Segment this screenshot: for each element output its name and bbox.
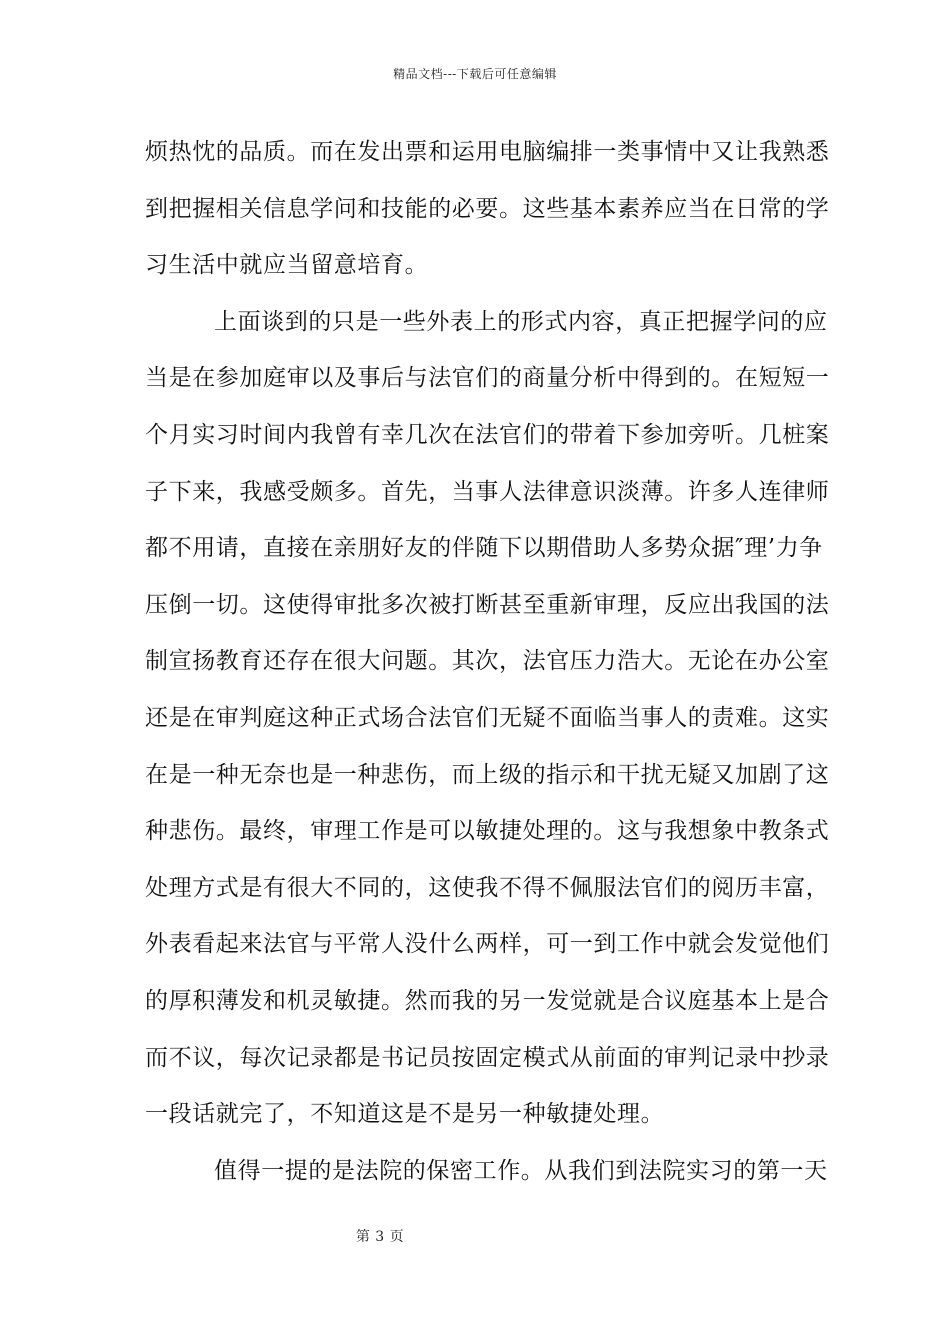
text-line: 而不议，每次记录都是书记员按固定模式从前面的审判记录中抄录 (145, 1044, 830, 1071)
paragraph-start-line: 值得一提的是法院的保密工作。从我们到法院实习的第一天 (214, 1157, 828, 1184)
text-line: 处理方式是有很大不同的，这使我不得不佩服法官们的阅历丰富， (145, 874, 830, 901)
text-line: 在是一种无奈也是一种悲伤，而上级的指示和干扰无疑又加剧了这 (145, 761, 830, 788)
text-line: 一段话就完了，不知道这是不是另一种敏捷处理。 (145, 1101, 665, 1128)
text-line: 烦热忱的品质。而在发出票和运用电脑编排一类事情中又让我熟悉 (145, 139, 830, 165)
paragraph-start-line: 上面谈到的只是一些外表上的形式内容，真正把握学问的应 (214, 308, 828, 335)
text-line: 外表看起来法官与平常人没什么两样，可一到工作中就会发觉他们 (145, 931, 830, 958)
text-line: 习生活中就应当留意培育。 (145, 252, 429, 279)
text-line: 还是在审判庭这种正式场合法官们无疑不面临当事人的责难。这实 (145, 704, 830, 731)
text-line: 种悲伤。最终，审理工作是可以敏捷处理的。这与我想象中教条式 (145, 818, 830, 845)
body-text (145, 130, 830, 1205)
page-header: 精品文档---下载后可任意编辑 (393, 67, 557, 81)
text-line: 压倒一切。这使得审批多次被打断甚至重新审理，反应出我国的法 (145, 591, 830, 618)
text-line: 个月实习时间内我曾有幸几次在法官们的带着下参加旁听。几桩案 (145, 421, 830, 448)
text-line: 当是在参加庭审以及事后与法官们的商量分析中得到的。在短短一 (145, 365, 830, 392)
text-line: 子下来，我感受颇多。首先，当事人法律意识淡薄。许多人连律师 (145, 478, 830, 505)
text-line: 的厚积薄发和机灵敏捷。然而我的另一发觉就是合议庭基本上是合 (145, 987, 830, 1014)
text-line: 到把握相关信息学问和技能的必要。这些基本素养应当在日常的学 (145, 195, 830, 222)
page-number: 第 3 页 (355, 1229, 405, 1245)
text-line: 制宣扬教育还存在很大问题。其次，法官压力浩大。无论在办公室 (145, 648, 830, 675)
text-line: 都不用请，直接在亲朋好友的伴随下以期借助人多势众据″理’力争 (145, 535, 823, 562)
